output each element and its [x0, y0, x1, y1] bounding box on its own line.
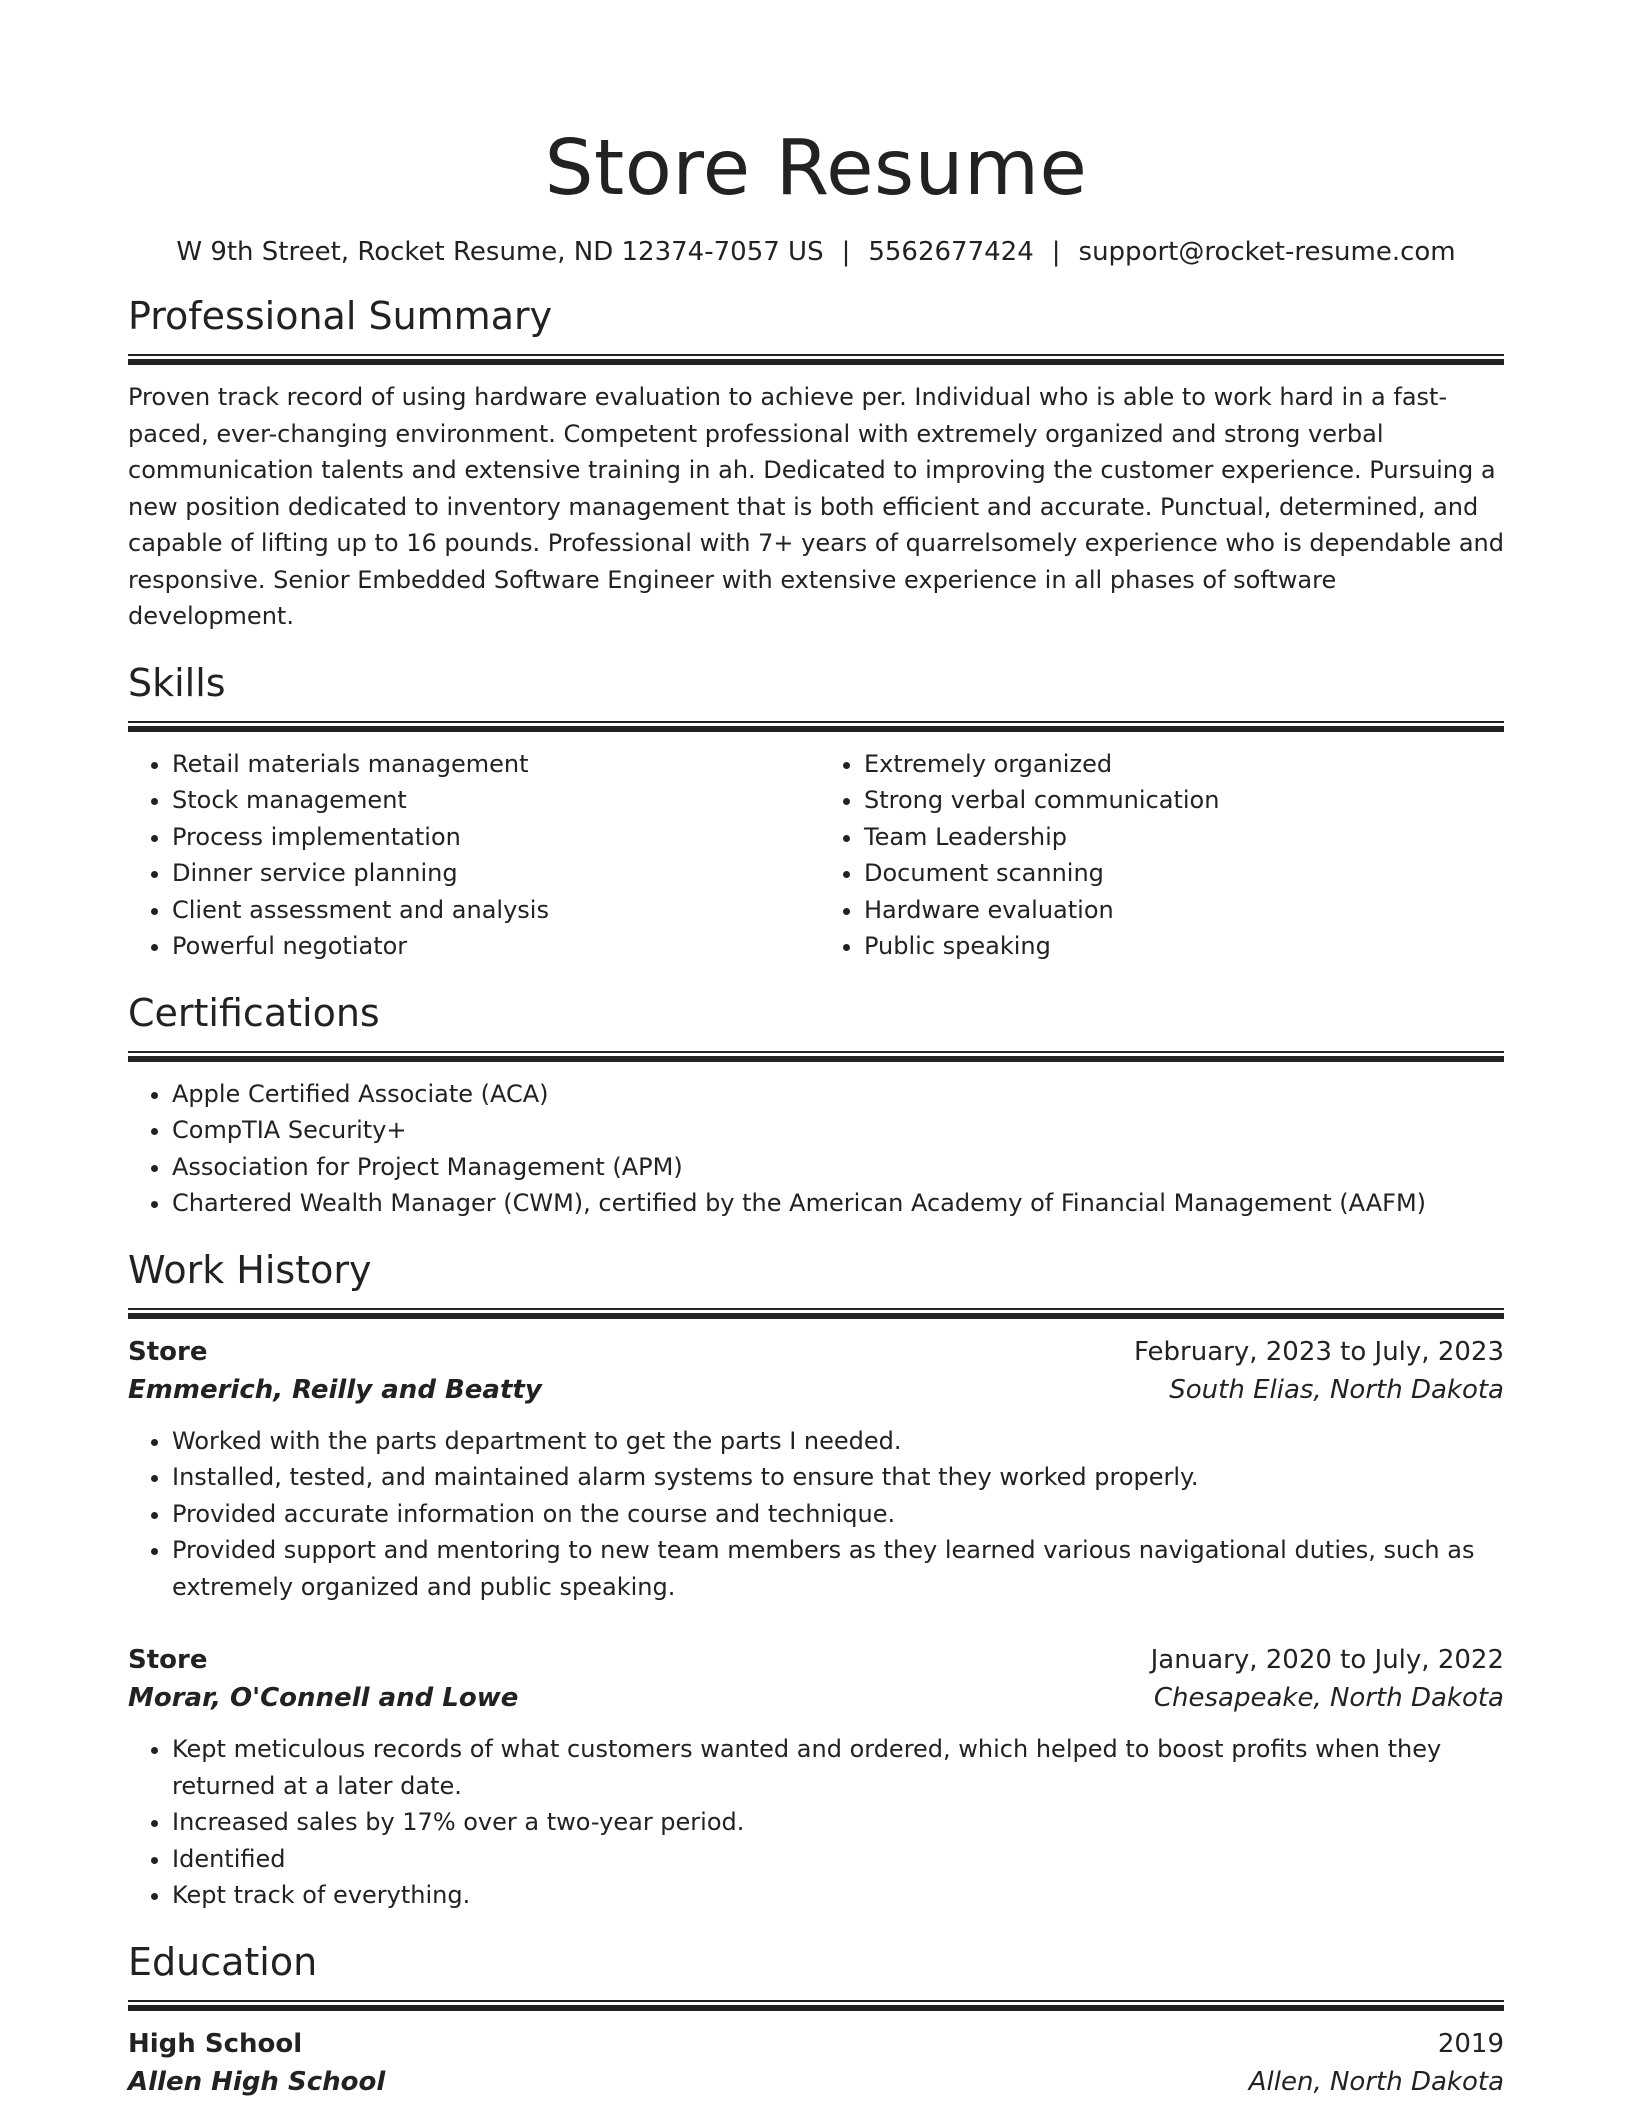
certifications-section: [128, 989, 1504, 1222]
job-duty: • Kept meticulous records of what customers wanted and ordered, which helped to boost profits when they returned at a later date.: [172, 1731, 1504, 1804]
skills-list-left: [128, 746, 816, 965]
job-duty: • Provided accurate information on the course and technique.: [172, 1496, 1504, 1533]
section-divider: [128, 1051, 1504, 1062]
education-section: [128, 1938, 1504, 2101]
degree: High School: [128, 2028, 303, 2059]
resume-title: Store Resume: [544, 124, 1088, 213]
separator: |: [1051, 237, 1061, 267]
skills-list-right: [816, 746, 1504, 965]
section-divider: [128, 721, 1504, 732]
skill-item: • Stock management: [172, 782, 816, 819]
education-school-row: [128, 2063, 1504, 2101]
job-duty: • Provided support and mentoring to new team members as they learned various navigational duties, such as extremely organized and public speaking.: [172, 1532, 1504, 1605]
education-entry: [128, 2025, 1504, 2101]
job-duty: • Identified: [172, 1841, 1504, 1878]
certification-item: • Association for Project Management (APM): [172, 1149, 1504, 1186]
address: W 9th Street, Rocket Resume, ND 12374-7057 US: [176, 237, 824, 267]
school-location: Allen, North Dakota: [1248, 2066, 1504, 2097]
job-title-row: [128, 1333, 1504, 1371]
job-location: Chesapeake, North Dakota: [1153, 1683, 1504, 1713]
skill-item: • Public speaking: [864, 928, 1504, 965]
skill-item: • Hardware evaluation: [864, 892, 1504, 929]
skill-item: • Strong verbal communication: [864, 782, 1504, 819]
phone-number: 5562677424: [868, 237, 1034, 267]
certifications-list: [128, 1076, 1504, 1222]
school-name: Allen High School: [128, 2066, 386, 2097]
separator: |: [841, 237, 851, 267]
certification-item: • Apple Certified Associate (ACA): [172, 1076, 1504, 1113]
email-address: support@rocket-resume.com: [1078, 237, 1456, 267]
job-dates: January, 2020 to July, 2022: [1150, 1645, 1504, 1675]
job-title-row: [128, 1641, 1504, 1679]
skill-item: • Extremely organized: [864, 746, 1504, 783]
job-entry: [128, 1333, 1504, 1606]
section-divider: [128, 2000, 1504, 2011]
skill-item: • Team Leadership: [864, 819, 1504, 856]
education-degree-row: [128, 2025, 1504, 2063]
job-duty: • Kept track of everything.: [172, 1877, 1504, 1914]
skill-item: • Document scanning: [864, 855, 1504, 892]
section-heading-certifications: Certifications: [128, 990, 380, 1035]
work-history-section: [128, 1246, 1504, 1914]
summary-section: [128, 292, 1504, 635]
graduation-year: 2019: [1437, 2028, 1504, 2059]
skills-grid: [128, 746, 1504, 965]
company-name: Emmerich, Reilly and Beatty: [128, 1374, 542, 1405]
section-divider: [128, 1308, 1504, 1319]
job-duties-list: [128, 1423, 1504, 1606]
job-company-row: [128, 1371, 1504, 1409]
job-duties-list: [128, 1731, 1504, 1914]
skill-item: • Dinner service planning: [172, 855, 816, 892]
company-name: Morar, O'Connell and Lowe: [128, 1683, 519, 1713]
section-heading-skills: Skills: [128, 660, 226, 705]
job-entry: [128, 1641, 1504, 1914]
job-duty: • Installed, tested, and maintained alarm systems to ensure that they worked properly.: [172, 1459, 1504, 1496]
job-duty: • Increased sales by 17% over a two-year period.: [172, 1804, 1504, 1841]
skill-item: • Retail materials management: [172, 746, 816, 783]
contact-line: [128, 234, 1504, 270]
certification-item: • Chartered Wealth Manager (CWM), certified by the American Academy of Financial Management (AAFM): [172, 1185, 1504, 1222]
skills-section: [128, 659, 1504, 965]
job-dates: February, 2023 to July, 2023: [1134, 1336, 1504, 1367]
section-heading-education: Education: [128, 1939, 318, 1984]
skill-item: • Process implementation: [172, 819, 816, 856]
job-location: South Elias, North Dakota: [1169, 1374, 1504, 1405]
skill-item: • Client assessment and analysis: [172, 892, 816, 929]
job-company-row: [128, 1679, 1504, 1717]
summary-text: Proven track record of using hardware evaluation to achieve per. Individual who is able to work hard in a fast-paced, ever-changing environment. Competent professional with extremely organized and strong verbal communication talents and extensive training in ah. Dedicated to improving the customer experience. Pursuing a new position dedicated to inventory management that is both efficient and accurate. Punctual, determined, and capable of lifting up to 16 pounds. Professional with 7+ years of quarrelsomely experience who is dependable and responsive. Senior Embedded Software Engineer with extensive experience in all phases of software development.: [128, 383, 1504, 630]
resume-page: [128, 120, 1504, 2101]
certification-item: • CompTIA Security+: [172, 1112, 1504, 1149]
job-title: Store: [128, 1336, 208, 1367]
section-heading-work-history: Work History: [128, 1247, 372, 1292]
skill-item: • Powerful negotiator: [172, 928, 816, 965]
section-heading-summary: Professional Summary: [128, 294, 553, 338]
job-duty: • Worked with the parts department to get the parts I needed.: [172, 1423, 1504, 1460]
section-divider: [128, 354, 1504, 365]
job-title: Store: [128, 1645, 208, 1675]
